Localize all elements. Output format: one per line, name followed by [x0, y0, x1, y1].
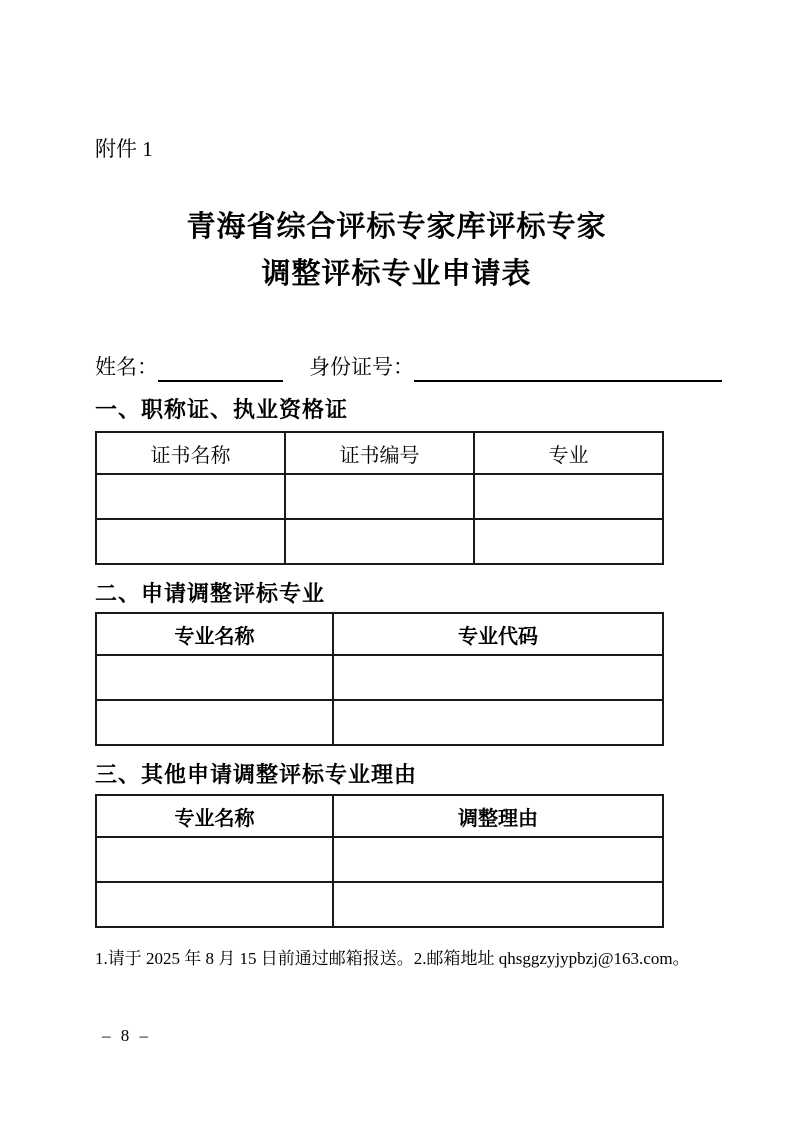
column-header-certificate-name: 证书名称	[96, 432, 285, 474]
column-header-major-name: 专业名称	[96, 613, 333, 655]
section-3-heading: 三、其他申请调整评标专业理由	[95, 762, 418, 787]
table-row	[96, 474, 663, 519]
table-cell	[333, 700, 663, 745]
form-title-line1: 青海省综合评标专家库评标专家	[186, 211, 607, 243]
column-header-certificate-number: 证书编号	[285, 432, 474, 474]
other-reasons-table	[95, 794, 664, 928]
adjust-major-table	[95, 612, 664, 746]
table-cell	[333, 837, 663, 882]
table-cell	[474, 474, 663, 519]
table-cell	[333, 882, 663, 927]
table-row	[96, 655, 663, 700]
attachment-label: 附件 1	[95, 137, 153, 161]
id-number-blank	[414, 352, 722, 382]
table-cell	[285, 519, 474, 564]
certificates-table	[95, 431, 664, 565]
table-cell	[474, 519, 663, 564]
table-row	[96, 519, 663, 564]
table-row	[96, 882, 663, 927]
table-header-row	[96, 613, 663, 655]
table-cell	[96, 474, 285, 519]
table-cell	[96, 519, 285, 564]
table-row	[96, 837, 663, 882]
table-row	[96, 700, 663, 745]
table-cell	[333, 655, 663, 700]
section-2-heading: 二、申请调整评标专业	[95, 581, 326, 606]
table-cell	[96, 882, 333, 927]
column-header-adjust-reason: 调整理由	[333, 795, 663, 837]
name-id-row	[95, 352, 722, 382]
table-header-row	[96, 432, 663, 474]
name-blank	[158, 352, 283, 382]
column-header-major-name: 专业名称	[96, 795, 333, 837]
footer-note: 1.请于 2025 年 8 月 15 日前通过邮箱报送。2.邮箱地址 qhsggzyjypbzj@163.com。	[95, 949, 690, 968]
table-header-row	[96, 795, 663, 837]
section-1-heading: 一、职称证、执业资格证	[95, 397, 349, 422]
table-cell	[285, 474, 474, 519]
page-number: – 8 –	[102, 1026, 151, 1045]
form-title-line2: 调整评标专业申请表	[261, 258, 532, 290]
table-cell	[96, 700, 333, 745]
name-label: 姓名：	[95, 355, 158, 379]
column-header-major-code: 专业代码	[333, 613, 663, 655]
column-header-major: 专业	[474, 432, 663, 474]
table-cell	[96, 837, 333, 882]
table-cell	[96, 655, 333, 700]
form-title	[0, 204, 793, 298]
id-number-label: 身份证号：	[309, 355, 414, 379]
